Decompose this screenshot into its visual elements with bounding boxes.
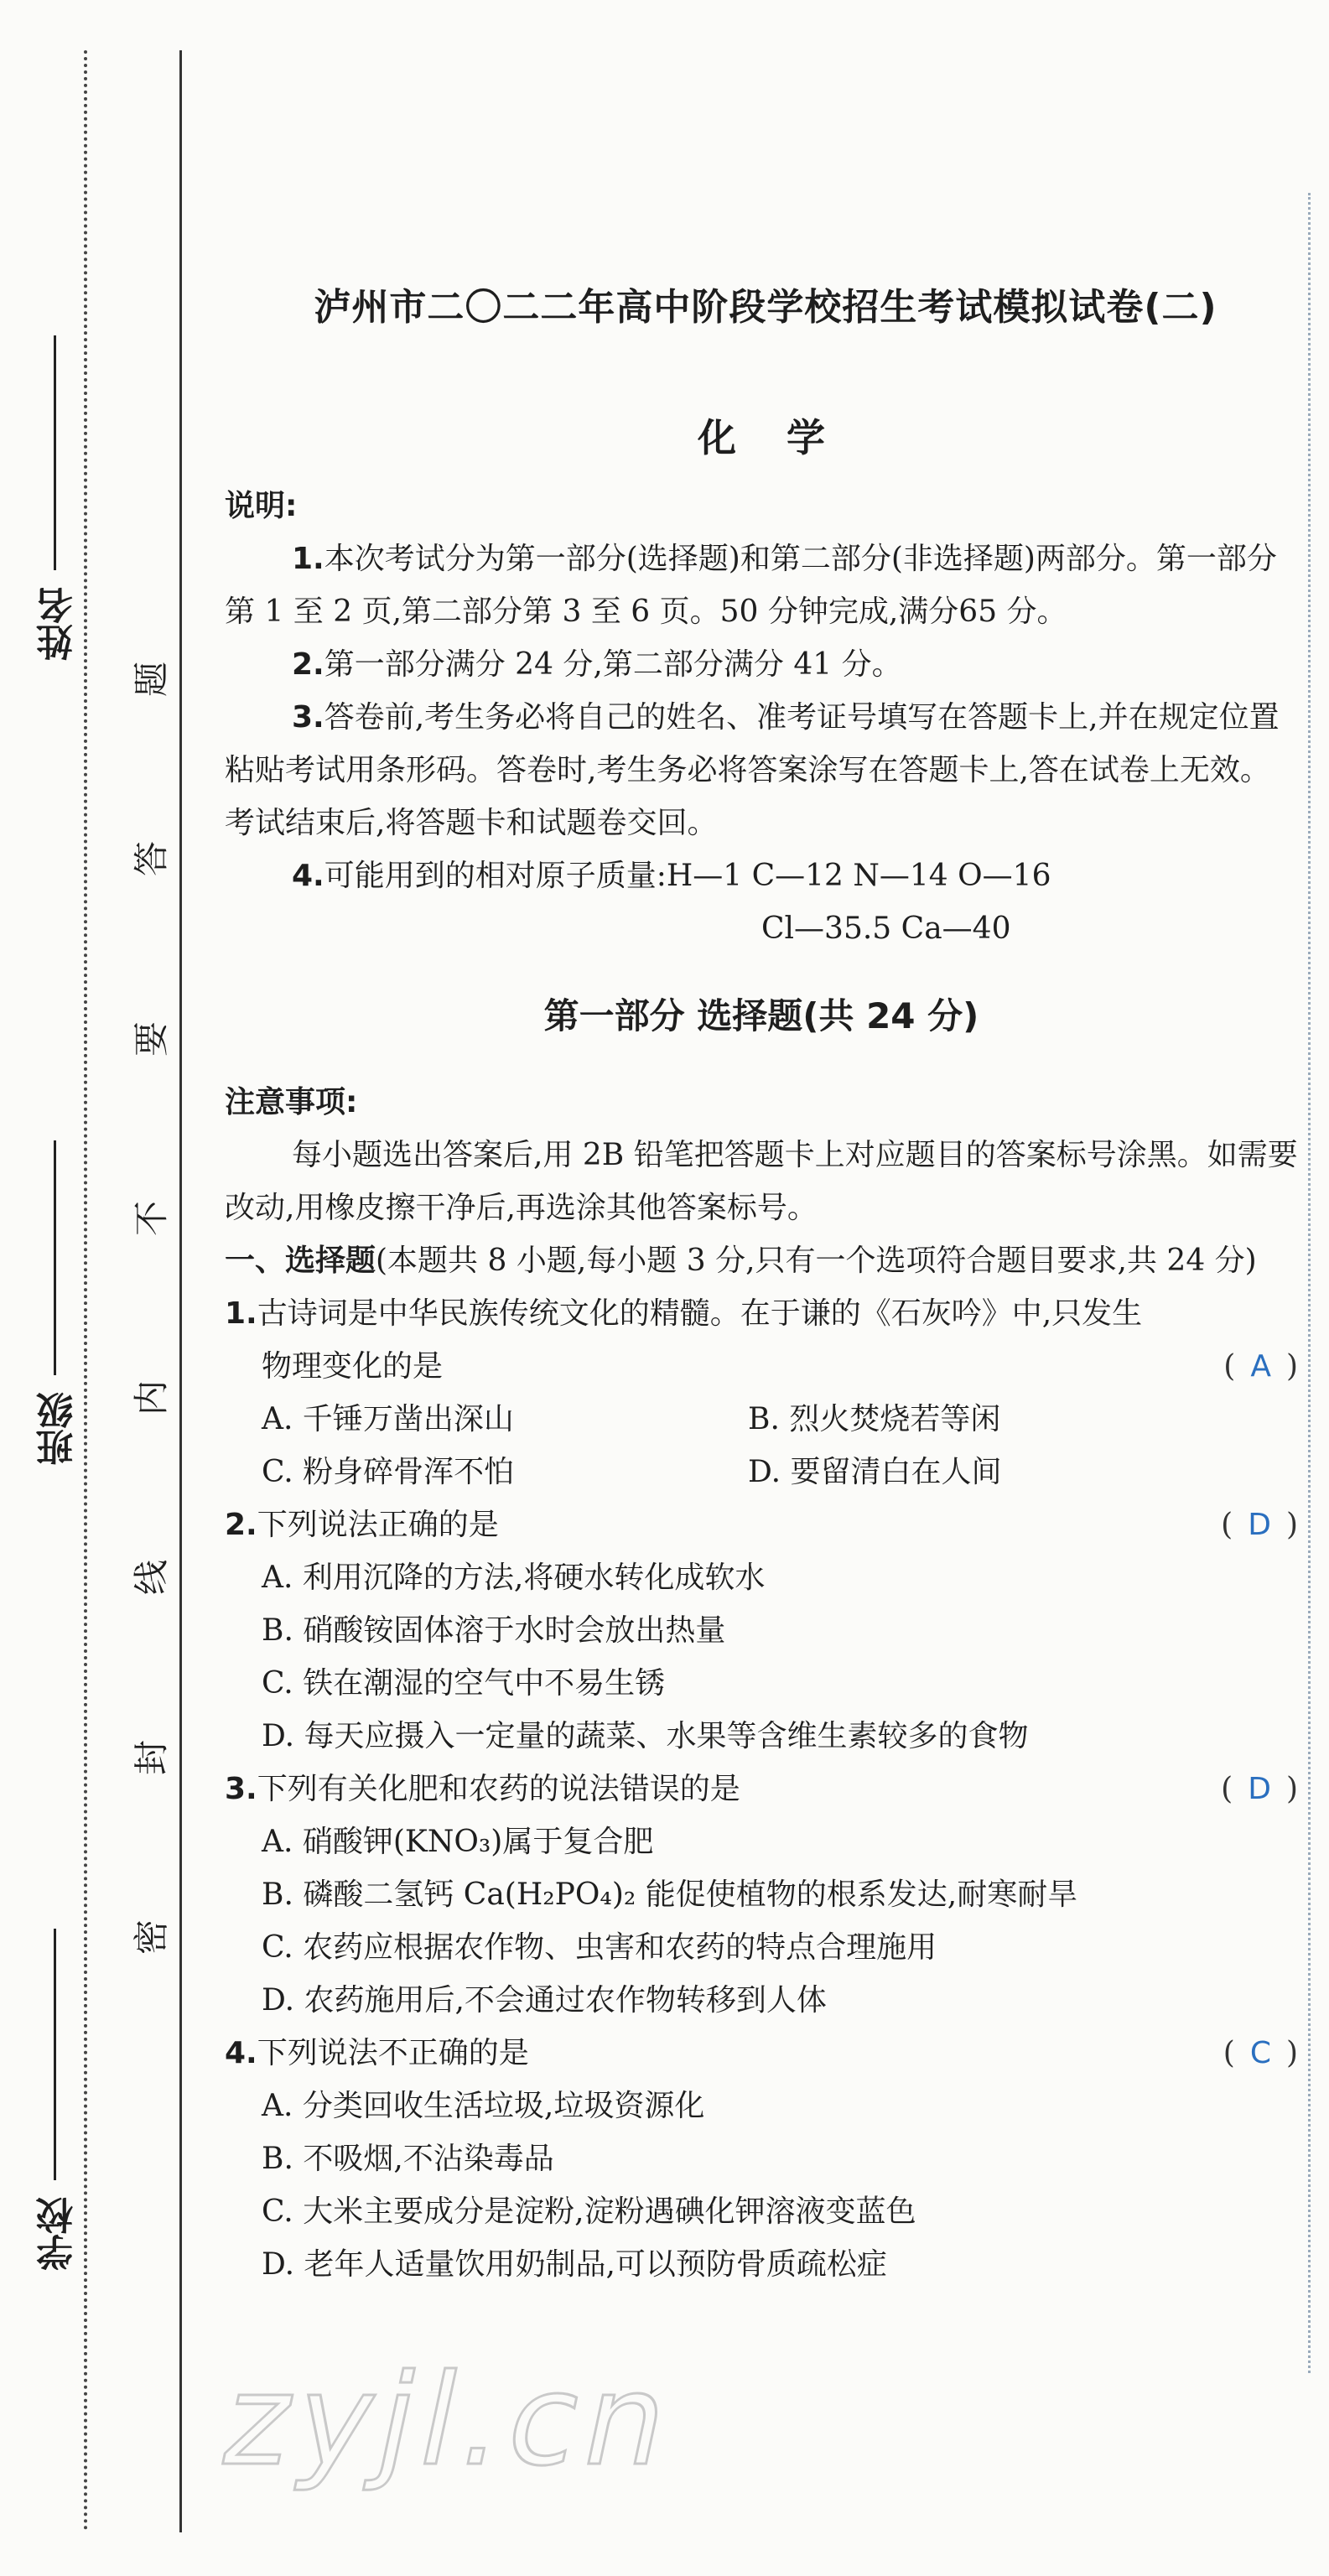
answer-letter: C — [1249, 2036, 1271, 2070]
section-description: (本题共 8 小题,每小题 3 分,只有一个选项符合题目要求,共 24 分) — [376, 1244, 1257, 1278]
seal-char: 线 — [130, 1560, 172, 1596]
question — [225, 1498, 1298, 1551]
option: C. 大米主要成分是淀粉,淀粉遇碘化钾溶液变蓝色 — [262, 2194, 916, 2229]
option: B. 不吸烟,不沾染毒品 — [262, 2142, 554, 2176]
question-text: 古诗词是中华民族传统文化的精髓。在于谦的《石灰吟》中,只发生物理变化的是 — [257, 1296, 1143, 1384]
option: D. 要留清白在人间 — [748, 1455, 1002, 1489]
question-text: 下列说法不正确的是 — [257, 2036, 529, 2070]
instruction-item — [225, 532, 1298, 638]
instruction-text: 第一部分满分 24 分,第二部分满分 41 分。 — [324, 647, 902, 682]
seal-line-notice — [124, 654, 174, 1962]
instruction-text: 答卷前,考生务必将自己的姓名、准考证号填写在答题卡上,并在规定位置粘贴考试用条形码。答卷时,考生务必将答案涂写在答题卡上,答在试卷上无效。考试结束后,将答题卡和试题卷交回。 — [225, 700, 1280, 840]
school-blank[interactable] — [54, 1929, 56, 2180]
question-text: 下列说法正确的是 — [257, 1508, 499, 1542]
dotted-binding-line — [84, 50, 87, 2532]
question — [225, 1763, 1298, 1815]
answer-marker — [1223, 2027, 1298, 2080]
right-dotted-line — [1308, 193, 1311, 2373]
question — [225, 2027, 1298, 2080]
answer-marker — [1221, 1763, 1298, 1815]
instruction-number: 3. — [292, 700, 324, 735]
section-label: 一、选择题 — [225, 1244, 376, 1278]
question-number: 1. — [225, 1296, 257, 1331]
question-stem — [225, 1287, 1298, 1393]
part1-title: 第一部分 选择题(共 24 分) — [543, 995, 979, 1036]
option: B. 硝酸铵固体溶于水时会放出热量 — [262, 1613, 726, 1648]
option: D. 农药施用后,不会通过农作物转移到人体 — [262, 1983, 827, 2018]
answer-letter: D — [1248, 1772, 1271, 1806]
question — [225, 1287, 1298, 1393]
paren-close: ) — [1285, 1772, 1298, 1806]
options-grid — [225, 1393, 1298, 1498]
option: B. 烈火焚烧若等闲 — [748, 1402, 1001, 1436]
seal-char: 题 — [130, 661, 172, 698]
answer-letter: A — [1250, 1349, 1271, 1384]
question-stem — [225, 1498, 1298, 1551]
paren-open: ( — [1223, 2036, 1235, 2070]
answer-letter: D — [1248, 1508, 1271, 1542]
paren-close: ) — [1285, 1508, 1298, 1542]
answer-marker — [1223, 1340, 1298, 1393]
instruction-item — [225, 849, 1298, 902]
option: A. 分类回收生活垃圾,垃圾资源化 — [262, 2089, 705, 2123]
subject-title: 化学 — [698, 415, 875, 460]
name-field[interactable] — [17, 335, 84, 688]
school-field[interactable] — [17, 1929, 84, 2298]
question-stem — [225, 1763, 1298, 1815]
instruction-number: 2. — [292, 647, 324, 682]
question-number: 4. — [225, 2036, 257, 2070]
paren-close: ) — [1285, 2036, 1298, 2070]
paren-close: ) — [1285, 1349, 1298, 1384]
instruction-item — [225, 638, 1298, 691]
notes-text: 每小题选出答案后,用 2B 铅笔把答题卡上对应题目的答案标号涂黑。如需要改动,用橡皮擦干净后,再选涂其他答案标号。 — [225, 1138, 1298, 1225]
name-blank[interactable] — [54, 335, 56, 570]
seal-char: 密 — [130, 1919, 172, 1955]
paren-open: ( — [1223, 1349, 1236, 1384]
option: A. 硝酸钾(KNO₃)属于复合肥 — [262, 1825, 654, 1859]
watermark-logo: zyjl.cn — [210, 2348, 688, 2494]
school-label: 学校 — [37, 2197, 80, 2271]
option: B. 磷酸二氢钙 Ca(H₂PO₄)₂ 能促使植物的根系发达,耐寒耐旱 — [262, 1877, 1078, 1912]
option: A. 千锤万凿出深山 — [262, 1402, 514, 1436]
instructions-label: 说明: — [225, 489, 298, 523]
instruction-text: 可能用到的相对原子质量:H—1 C—12 N—14 O—16 — [324, 859, 1051, 893]
option: A. 利用沉降的方法,将硬水转化成软水 — [262, 1561, 766, 1595]
option: D. 老年人适量饮用奶制品,可以预防骨质疏松症 — [262, 2247, 887, 2282]
seal-char: 答 — [130, 841, 172, 877]
question-number: 2. — [225, 1508, 257, 1542]
exam-content — [225, 277, 1298, 2291]
instruction-number: 4. — [292, 859, 324, 893]
exam-title: 泸州市二〇二二年高中阶段学校招生考试模拟试卷(二) — [314, 286, 1217, 329]
option: C. 铁在潮湿的空气中不易生锈 — [262, 1666, 666, 1701]
instruction-item — [225, 691, 1298, 849]
atomic-mass-line-2: Cl—35.5 Ca—40 — [761, 911, 1011, 946]
question-number: 3. — [225, 1772, 257, 1806]
paren-open: ( — [1221, 1772, 1233, 1806]
option: C. 农药应根据农作物、虫害和农药的特点合理施用 — [262, 1930, 937, 1965]
class-field[interactable] — [17, 1140, 84, 1501]
instruction-text: 本次考试分为第一部分(选择题)和第二部分(非选择题)两部分。第一部分第 1 至 2 页,第二部分第 3 至 6 页。50 分钟完成,满分65 分。 — [225, 542, 1277, 629]
option: D. 每天应摄入一定量的蔬菜、水果等含维生素较多的食物 — [262, 1719, 1029, 1753]
solid-binding-line — [179, 50, 182, 2532]
notes-label: 注意事项: — [225, 1085, 358, 1119]
option: C. 粉身碎骨浑不怕 — [262, 1455, 515, 1489]
seal-char: 封 — [130, 1739, 172, 1775]
instruction-number: 1. — [292, 542, 324, 576]
seal-char: 要 — [130, 1021, 172, 1057]
answer-marker — [1221, 1498, 1298, 1551]
class-label: 班级 — [37, 1392, 80, 1466]
paren-open: ( — [1221, 1508, 1233, 1542]
seal-char: 不 — [130, 1200, 172, 1236]
class-blank[interactable] — [54, 1140, 56, 1375]
name-label: 姓名 — [37, 587, 80, 661]
section-heading — [225, 1234, 1298, 1287]
question-stem — [225, 2027, 1298, 2080]
seal-char: 内 — [130, 1380, 172, 1416]
question-text: 下列有关化肥和农药的说法错误的是 — [257, 1772, 740, 1806]
